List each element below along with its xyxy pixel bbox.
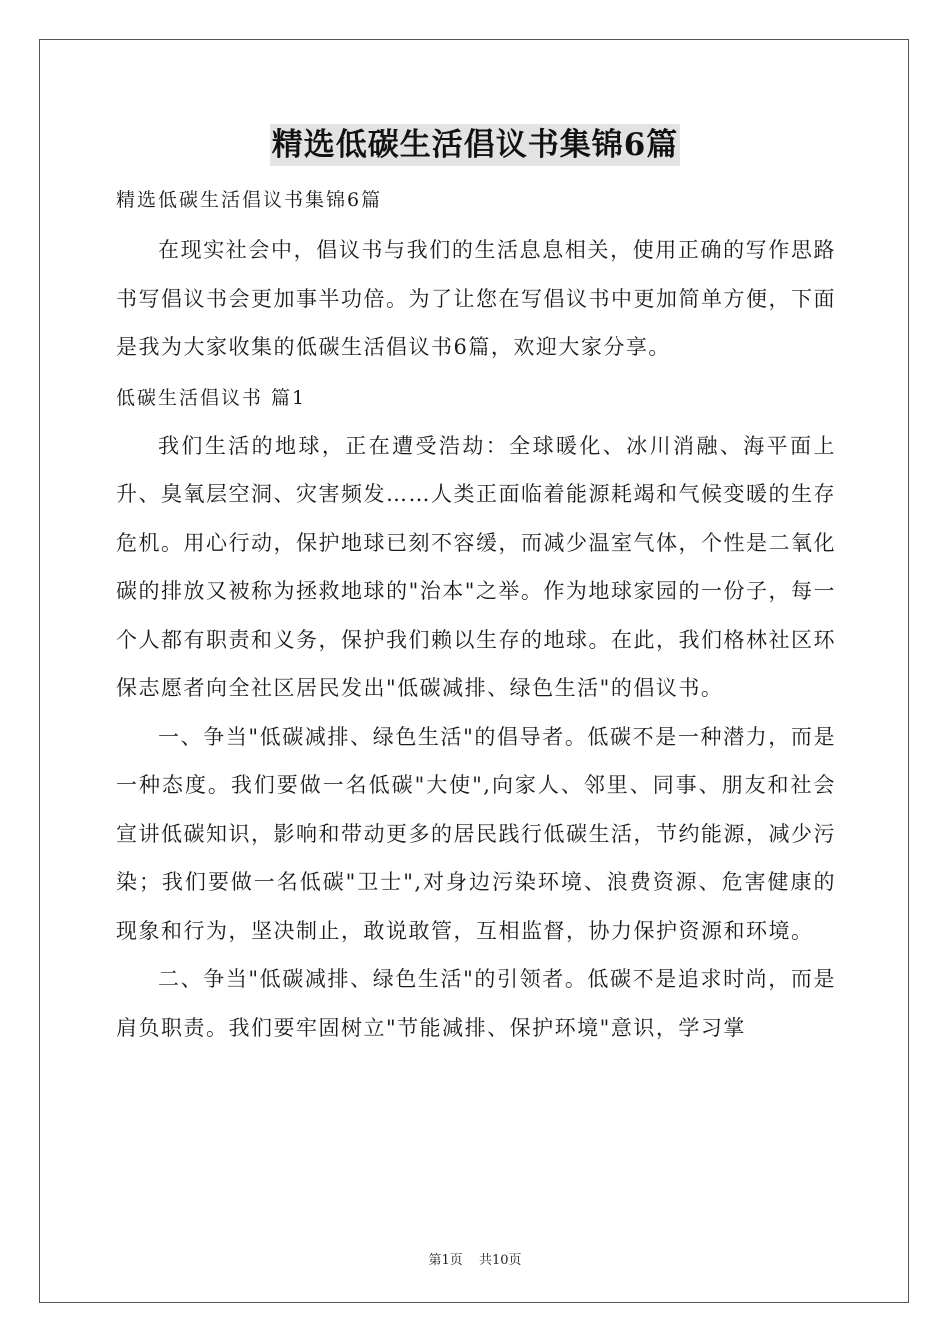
document-title: 精选低碳生活倡议书集锦6篇 xyxy=(270,124,681,166)
body-paragraph: 一、争当"低碳减排、绿色生活"的倡导者。低碳不是一种潜力，而是一种态度。我们要做一名低碳"大使",向家人、邻里、同事、朋友和社会宣讲低碳知识，影响和带动更多的居民践行低碳生活，节约能源，减少污染；我们要做一名低碳"卫士",对身边污染环境、浪费资源、危害健康的现象和行为，坚决制止，敢说敢管，互相监督，协力保护资源和环境。 xyxy=(116,724,836,943)
title-container xyxy=(0,124,950,166)
page-footer xyxy=(0,1249,950,1268)
document-subtitle: 精选低碳生活倡议书集锦6篇 xyxy=(116,189,383,211)
body-paragraph: 二、争当"低碳减排、绿色生活"的引领者。低碳不是追求时尚，而是肩负职责。我们要牢固树立"节能减排、保护环境"意识，学习掌 xyxy=(116,967,836,1040)
body-paragraph: 我们生活的地球，正在遭受浩劫：全球暖化、冰川消融、海平面上升、臭氧层空洞、灾害频发……人类正面临着能源耗竭和气候变暖的生存危机。用心行动，保护地球已刻不容缓，而减少温室气体，个性是二氧化碳的排放又被称为拯救地球的"治本"之举。作为地球家园的一份子，每一个人都有职责和义务，保护我们赖以生存的地球。在此，我们格林社区环保志愿者向全社区居民发出"低碳减排、绿色生活"的倡议书。 xyxy=(116,433,836,700)
page-total: 共10页 xyxy=(478,1253,522,1268)
page-number: 第1页 xyxy=(428,1253,463,1268)
document-body xyxy=(116,180,836,1052)
section-heading: 低碳生活倡议书 篇1 xyxy=(116,386,307,409)
intro-paragraph: 在现实社会中，倡议书与我们的生活息息相关，使用正确的写作思路书写倡议书会更加事半功倍。为了让您在写倡议书中更加简单方便，下面是我为大家收集的低碳生活倡议书6篇，欢迎大家分享。 xyxy=(116,238,836,359)
